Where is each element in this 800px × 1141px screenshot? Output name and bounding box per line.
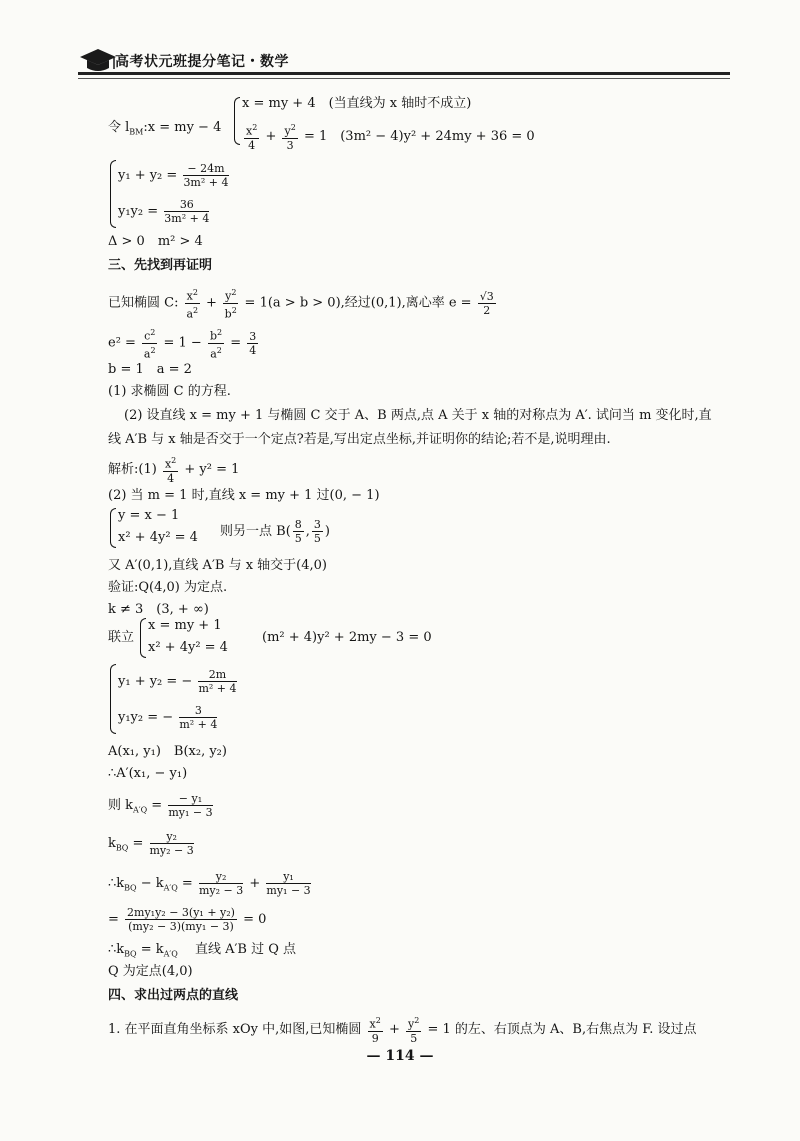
brace xyxy=(110,508,116,548)
combined-fraction: = $\frac{\text{2my₁y₂ − 3(y₁ + y₂)}}{\text{(my₂ − 3)(my₁ − 3)}}$ = 0 xyxy=(108,906,267,933)
question-1: (1) 求椭圆 C 的方程. xyxy=(108,384,231,399)
b-a-values: b = 1 a = 2 xyxy=(108,362,192,377)
brace xyxy=(140,618,146,658)
system-eq-2: $\frac{x^2}{4}$ + $\frac{y^2}{3}$ = 1 (3m² − 4)y² + 24my + 36 = 0 xyxy=(246,123,535,152)
product-y-2: y₁y₂ = − $\frac{3}{\text{m² + 4}}$ xyxy=(118,704,218,731)
product-y: y₁y₂ = $\frac{36}{\text{3m² + 4}}$ xyxy=(118,198,210,225)
solution-2: (2) 当 m = 1 时,直线 x = my + 1 过(0, − 1) xyxy=(108,488,380,503)
q-fixed-point: Q 为定点(4,0) xyxy=(108,964,193,979)
k-bq-line: $k_{BQ}$ = $\frac{\text{y₂}}{\text{my₂ − 3}}$ xyxy=(108,830,194,857)
sum-y-2: y₁ + y₂ = − $\frac{2m}{\text{m² + 4}}$ xyxy=(118,668,237,695)
lian-li-label: 联立 xyxy=(108,630,135,645)
system-b-1: y = x − 1 xyxy=(118,508,180,523)
system-c-1: x = my + 1 xyxy=(148,618,222,633)
k-not-equal: k ≠ 3 (3, + ∞) xyxy=(108,602,209,617)
brace xyxy=(110,664,116,734)
line-l-bm: 令 $l_{BM}:x$ = my − 4 xyxy=(108,120,222,137)
system-eq-1: x = my + 4 (当直线为 x 轴时不成立) xyxy=(242,96,472,111)
points-ab: A(x₁, y₁) B(x₂, y₂) xyxy=(108,744,227,759)
solution-1: 解析:(1) $\frac{x^2}{4}$ + y² = 1 xyxy=(108,456,240,485)
brace xyxy=(234,97,240,145)
a-prime-point: ∴A′(x₁, − y₁) xyxy=(108,766,188,781)
brace xyxy=(110,160,116,228)
slope-difference: $\therefore k_{BQ} - k_{A'Q}$ = $\frac{\text{y₂}}{\text{my₂ − 3}}$ + $\frac{\text{y₁}}{\text{my₁ − 3}}$ xyxy=(108,870,311,897)
system-c-2: x² + 4y² = 4 xyxy=(148,640,228,655)
eccentricity-line: e² = $\frac{c^2}{a^2}$ = 1 − $\frac{b^2}{a^2}$ = $\frac{3}{4}$ xyxy=(108,328,257,361)
delta-line: Δ > 0 m² > 4 xyxy=(108,234,203,249)
other-point: 则另一点 B( $\frac{8}{5}$ , $\frac{3}{5}$ ) xyxy=(220,518,330,545)
sum-y: y₁ + y₂ = $\frac{- 24m}{\text{3m² + 4}}$ xyxy=(118,162,229,189)
problem-1: 1. 在平面直角坐标系 xOy 中,如图,已知椭圆 $\frac{x^2}{9}$ + $\frac{y^2}{5}$ = 1 的左、右顶点为 A、B,右焦点为 F. 设过点 xyxy=(108,1016,697,1045)
header-rule xyxy=(78,72,730,75)
header-rule-thin xyxy=(78,78,730,79)
a-prime-line: 又 A′(0,1),直线 A′B 与 x 轴交于(4,0) xyxy=(108,558,327,573)
section-3-heading: 三、先找到再证明 xyxy=(108,258,213,273)
graduation-cap-icon xyxy=(78,44,118,74)
page-header xyxy=(78,44,730,84)
page-number: — 114 — xyxy=(366,1048,434,1064)
quadratic: (m² + 4)y² + 2my − 3 = 0 xyxy=(262,630,432,645)
k-aq-line: 则 $k_{A'Q}$ = $\frac{\text{− y₁}}{\text{my₁ − 3}}$ xyxy=(108,792,213,819)
ellipse-def: 已知椭圆 C: $\frac{x^2}{a^2}$ + $\frac{y^2}{b^2}$ = 1(a > b > 0),经过(0,1),离心率 e = $\frac{√3}{2}$ xyxy=(108,288,494,321)
question-2-line-1: (2) 设直线 x = my + 1 与椭圆 C 交于 A、B 两点,点 A 关于 x 轴的对称点为 A′. 试问当 m 变化时,直 xyxy=(124,408,712,423)
question-2-line-2: 线 A′B 与 x 轴是否交于一个定点?若是,写出定点坐标,并证明你的结论;若不是,说明理由. xyxy=(108,432,611,447)
header-title: 高考状元班提分笔记・数学 xyxy=(115,54,289,70)
verify-line: 验证:Q(4,0) 为定点. xyxy=(108,580,228,595)
section-4-heading: 四、求出过两点的直线 xyxy=(108,988,239,1003)
equal-slopes: $\therefore k_{BQ} = k_{A'Q}$ 直线 A′B 过 Q 点 xyxy=(108,942,297,959)
system-b-2: x² + 4y² = 4 xyxy=(118,530,198,545)
